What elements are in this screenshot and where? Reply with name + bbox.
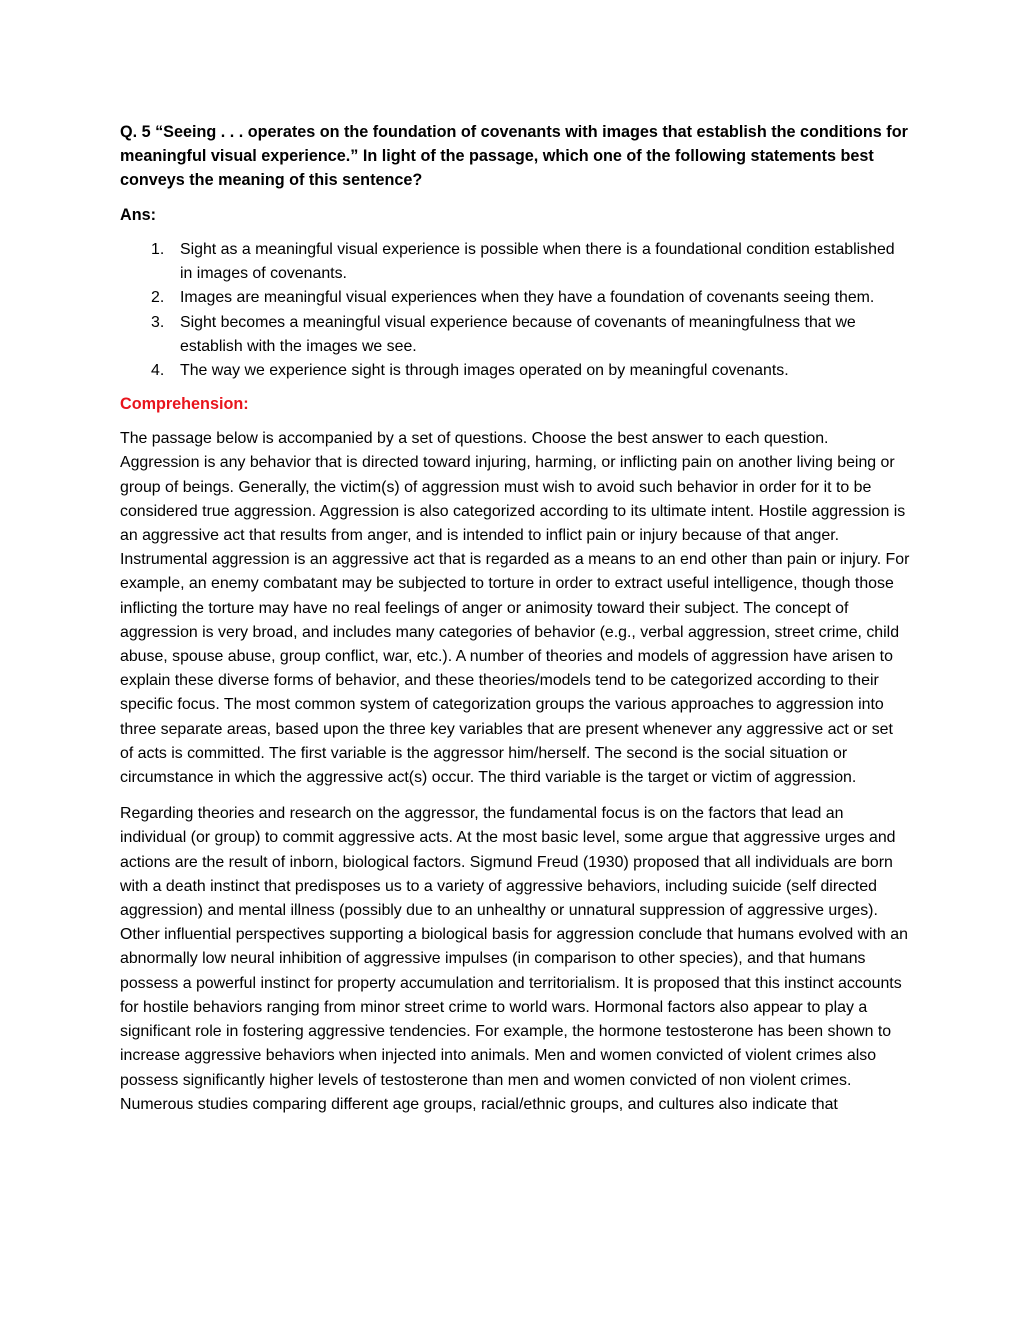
answer-option [120, 359, 910, 383]
option-number: 3. [151, 313, 165, 331]
option-text: Sight becomes a meaningful visual experience because of covenants of meaningfulness that we establish with the images we see. [180, 313, 856, 355]
document-page [120, 120, 910, 1129]
option-text: The way we experience sight is through images operated on by meaningful covenants. [180, 362, 789, 380]
option-number: 4. [151, 362, 165, 380]
passage-paragraph: Regarding theories and research on the aggressor, the fundamental focus is on the factors that lead an individual (or group) to commit aggressive acts. At the most basic level, some argue that aggressive urges and actions are the result of inborn, biological factors. Sigmund Freud (1930) proposed that all individuals are born with a death instinct that predisposes us to a variety of aggressive behaviors, including suicide (self directed aggression) and mental illness (possibly due to an unhealthy or unnatural suppression of aggressive urges). Other influential perspectives supporting a biological basis for aggression conclude that humans evolved with an abnormally low neural inhibition of aggressive impulses (in comparison to other species), and that humans possess a powerful instinct for property accumulation and territorialism. It is proposed that this instinct accounts for hostile behaviors ranging from minor street crime to world wars. Hormonal factors also appear to play a significant role in fostering aggressive tendencies. For example, the hormone testosterone has been shown to increase aggressive behaviors when injected into animals. Men and women convicted of violent crimes also possess significantly higher levels of testosterone than men and women convicted of non violent crimes. Numerous studies comparing different age groups, racial/ethnic groups, and cultures also indicate that [120, 805, 908, 1113]
answer-option [120, 238, 910, 286]
option-text: Sight as a meaningful visual experience is possible when there is a foundational condition established in images of covenants. [180, 241, 895, 283]
answer-option [120, 286, 910, 310]
question-text: Q. 5 “Seeing . . . operates on the foundation of covenants with images that establish the conditions for meaningful visual experience.” In light of the passage, which one of the following statements best conveys the meaning of this sentence? [120, 123, 908, 189]
option-number: 1. [151, 241, 165, 258]
option-text: Images are meaningful visual experiences when they have a foundation of covenants seeing them. [180, 289, 875, 307]
answer-label: Ans: [120, 206, 156, 224]
answer-options-list [120, 238, 910, 383]
passage-paragraph: The passage below is accompanied by a set of questions. Choose the best answer to each question. Aggression is any behavior that is directed toward injuring, harming, or inflicting pain on another living being or group of beings. Generally, the victim(s) of aggression must wish to avoid such behavior in order for it to be considered true aggression. Aggression is also categorized according to its ultimate intent. Hostile aggression is an aggressive act that results from anger, and is intended to inflict pain or injury because of that anger. Instrumental aggression is an aggressive act that is regarded as a means to an end other than pain or injury. For example, an enemy combatant may be subjected to torture in order to extract useful intelligence, though those inflicting the torture may have no real feelings of anger or animosity toward their subject. The concept of aggression is very broad, and includes many categories of behavior (e.g., verbal aggression, street crime, child abuse, spouse abuse, group conflict, war, etc.). A number of theories and models of aggression have arisen to explain these diverse forms of behavior, and these theories/models tend to be categorized according to their specific focus. The most common system of categorization groups the various approaches to aggression into three separate areas, based upon the three key variables that are present whenever any aggressive act or set of acts is committed. The first variable is the aggressor him/herself. The second is the social situation or circumstance in which the aggressive act(s) occur. The third variable is the target or victim of aggression. [120, 430, 910, 787]
answer-option [120, 311, 910, 359]
comprehension-heading: Comprehension: [120, 395, 249, 414]
option-number: 2. [151, 289, 165, 307]
